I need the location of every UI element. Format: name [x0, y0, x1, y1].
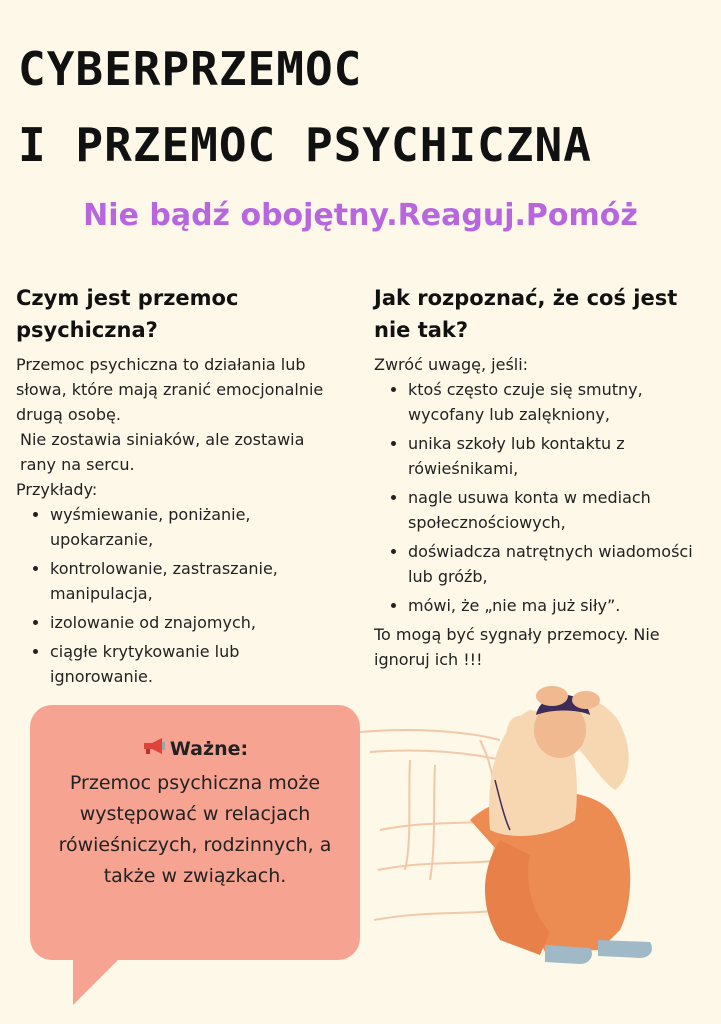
scars-paragraph: Nie zostawia siniaków, ale zostawia rany na sercu. [20, 430, 305, 474]
important-speech-bubble [30, 705, 360, 960]
list-item: • ciągłe krytykowanie lub ignorowanie. [50, 639, 341, 689]
list-item: • wyśmiewanie, poniżanie, upokarzanie, [50, 502, 341, 552]
sad-person-illustration [350, 670, 721, 1000]
examples-label: Przykłady: [16, 480, 98, 499]
subtitle: Nie bądź obojętny.Reaguj.Pomóż [83, 198, 638, 233]
list-item: • nagle usuwa konta w mediach społecznościowych, [408, 485, 709, 535]
definition-paragraph: Przemoc psychiczna to działania lub słowa, które mają zranić emocjonalnie drugą osobę. [16, 355, 324, 424]
list-item: • izolowanie od znajomych, [50, 610, 341, 635]
signs-list [374, 377, 709, 618]
right-section-heading: Jak rozpoznać, że coś jest nie tak? [374, 286, 678, 342]
important-text: Przemoc psychiczna może występować w relacjach rówieśniczych, rodzinnych, a także w związkach. [58, 771, 332, 887]
list-item: • ktoś często czuje się smutny, wycofany lub zalękniony, [408, 377, 709, 427]
list-item: • doświadcza natrętnych wiadomości lub gróźb, [408, 539, 709, 589]
closing-paragraph: To mogą być sygnały przemocy. Nie ignoruj ich !!! [374, 625, 660, 669]
title-line-2: I PRZEMOC PSYCHICZNA [18, 118, 592, 172]
list-item: • unika szkoły lub kontaktu z rówieśnikami, [408, 431, 709, 481]
right-section [374, 282, 709, 672]
important-heading-row [30, 735, 360, 764]
left-section-heading: Czym jest przemoc psychiczna? [16, 286, 239, 342]
list-item: • mówi, że „nie ma już siły”. [408, 593, 709, 618]
signs-intro: Zwróć uwagę, jeśli: [374, 355, 529, 374]
title-line-1: CYBERPRZEMOC [18, 42, 363, 96]
left-section [16, 282, 341, 693]
megaphone-icon [142, 736, 166, 764]
important-heading: Ważne: [169, 738, 249, 760]
list-item: • kontrolowanie, zastraszanie, manipulacja, [50, 556, 341, 606]
examples-list [16, 502, 341, 689]
